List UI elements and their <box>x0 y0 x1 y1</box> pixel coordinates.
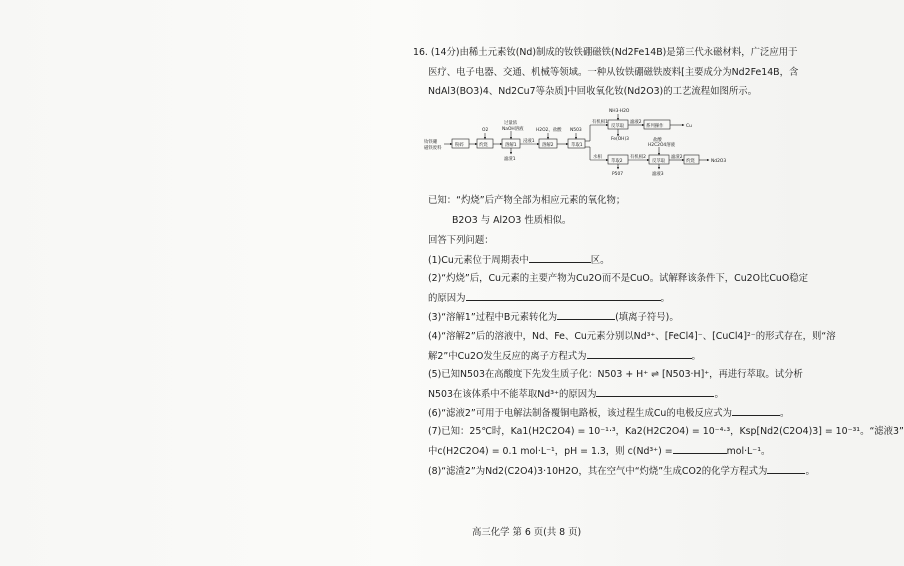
label-filtrate2: 滤液2 <box>630 120 642 125</box>
item-3: (3)“溶解1”过程中B元素转化为 (填离子符号)。 <box>428 312 679 323</box>
label-feoh: Fe(OH)3 <box>611 137 629 142</box>
answer-blank-3[interactable] <box>557 310 615 320</box>
label-residue1: 滤渣1 <box>504 157 516 162</box>
reagent-p507: P507 <box>612 172 624 177</box>
item-2a: (2)“灼烧”后，Cu元素的主要产物为Cu2O而不是CuO。试解释该条件下，Cu2O比CuO稳定 <box>428 273 809 284</box>
known-line1: 已知：“灼烧”后产物全部为相应元素的氧化物； <box>428 195 626 206</box>
step-burn: 灼烧 <box>686 159 695 164</box>
item-1: (1)Cu元素位于周期表中 区。 <box>428 255 610 266</box>
step-roast: 灼烧 <box>479 143 488 148</box>
item-4a: (4)“溶解2”后的溶液中，Nd、Fe、Cu元素分别以Nd³⁺、[FeCl4]⁻、[CuCl4]²⁻的形式存在，则“溶 <box>428 331 836 342</box>
label-water: 水相 <box>593 155 602 160</box>
label-cu: Cu <box>686 124 692 129</box>
answer-blank-8[interactable] <box>767 464 805 474</box>
step-grind: 粉碎 <box>455 143 464 148</box>
label-leach: 浸液1 <box>523 139 535 144</box>
item-4b: 解2”中Cu2O发生反应的离子方程式为 。 <box>428 351 701 362</box>
flow-svg <box>422 103 742 187</box>
step-dissolve1: 溶解1 <box>505 143 517 148</box>
answer-blank-5[interactable] <box>596 387 714 397</box>
step-series: 系列操作 <box>646 124 664 129</box>
question-16-line3: NdAl3(BO3)4、Nd2Cu7等杂质]中回收氧化钕(Nd2O3)的工艺流程如图所示。 <box>428 86 757 97</box>
answer-prompt: 回答下列问题： <box>428 235 494 246</box>
svg-text:过量浓: 过量浓 <box>504 121 518 126</box>
item-7a: (7)已知：25℃时，Ka1(H2C2O4) = 10⁻¹·³，Ka2(H2C2O4) = 10⁻⁴·³，Ksp[Nd2(C2O4)3] = 10⁻³¹。“滤液3” <box>428 426 904 437</box>
label-nd2o3: Nd2O3 <box>711 159 727 164</box>
reagent-acid: H2O2、盐酸 <box>536 128 562 133</box>
page-footer: 高三化学 第 6 页(共 8 页) <box>472 527 582 538</box>
answer-blank-1[interactable] <box>529 253 591 263</box>
svg-text:H2C2O4溶液: H2C2O4溶液 <box>648 143 675 148</box>
svg-text:盐酸: 盐酸 <box>653 138 662 143</box>
raw-material-1: 钕铁硼 <box>424 140 438 145</box>
label-filtrate3: 滤液3 <box>652 172 664 177</box>
answer-blank-4[interactable] <box>587 349 692 359</box>
label-org1: 有机相1 <box>592 120 608 125</box>
item-8: (8)“滤渣2”为Nd2(C2O4)3·10H2O，其在空气中“灼烧”生成CO2的化学方程式为 。 <box>428 466 815 477</box>
reagent-nh3: NH3·H2O <box>609 109 630 114</box>
label-org2: 有机相2 <box>630 155 646 160</box>
reagent-o2: O2 <box>482 128 489 133</box>
reagent-n503: N503 <box>570 128 582 133</box>
svg-text:NaOH溶液: NaOH溶液 <box>502 127 524 132</box>
step-extract: 萃取1 <box>571 143 583 148</box>
step-back2: 反萃取 <box>652 159 666 164</box>
item-2b: 的原因为 。 <box>428 293 670 304</box>
question-16-line2: 医疗、电子电器、交通、机械等领域。一种从钕铁硼磁铁废料[主要成分为Nd2Fe14B，含 <box>428 67 799 78</box>
item-5b: N503在该体系中不能萃取Nd³⁺的原因为 。 <box>428 389 724 400</box>
answer-blank-2[interactable] <box>466 291 661 301</box>
process-flow-diagram <box>422 103 742 187</box>
known-line2: B2O3 与 Al2O3 性质相似。 <box>452 215 572 226</box>
raw-material-2: 磁铁废料 <box>424 146 442 151</box>
step-extract2: 萃取2 <box>611 159 623 164</box>
step-back: 反萃取 <box>611 124 625 129</box>
item-5a: (5)已知N503在高酸度下先发生质子化：N503 + H⁺ ⇌ [N503·H]⁺，再进行萃取。试分析 <box>428 369 803 380</box>
answer-blank-7[interactable] <box>673 444 727 454</box>
item-6: (6)“滤液2”可用于电解法制备覆铜电路板，该过程生成Cu的电极反应式为 。 <box>428 408 790 419</box>
answer-blank-6[interactable] <box>732 406 780 416</box>
question-16-line1: 16. (14分)由稀土元素钕(Nd)制成的钕铁硼磁铁(Nd2Fe14B)是第三代永磁材料，广泛应用于 <box>413 47 798 58</box>
item-7b: 中c(H2C2O4) = 0.1 mol·L⁻¹，pH = 1.3，则 c(Nd³⁺) = mol·L⁻¹。 <box>428 446 771 457</box>
label-residue2: 滤渣2 <box>671 155 683 160</box>
step-dissolve2: 溶解2 <box>542 143 554 148</box>
